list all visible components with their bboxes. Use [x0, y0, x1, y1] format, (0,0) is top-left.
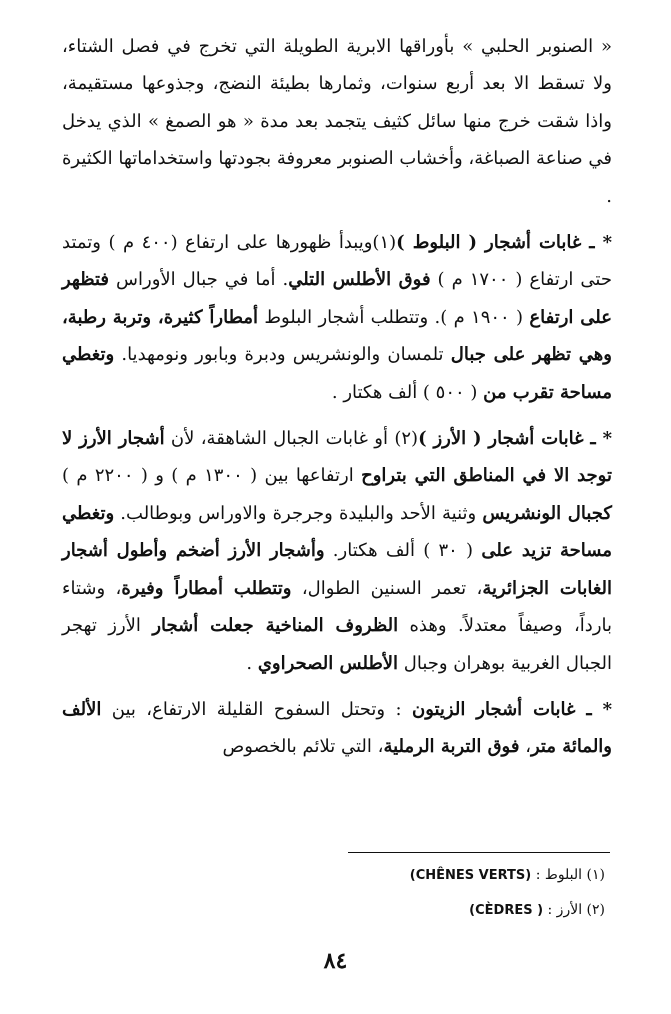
text-run: وثنية الأحد والبليدة وجرجرة والاوراس وبوطالب.	[114, 502, 483, 524]
text-run: « الصنوبر الحلبي » بأوراقها الابرية الطويلة التي تخرج في فصل الشتاء، ولا تسقط الا بعد أربع سنوات، وثمارها بطيئة النضج، وجذوعها مستقيمة، واذا شقت خرج منها سائل كثيف يتجمد بعد مدة « هو الصمغ » الذي يدخل في صناعة الصباغة، وأخشاب الصنوبر معروفة بجودتها واستخداماتها الكثيرة .	[62, 36, 612, 207]
bold-run: وأشجار الأرز أضخم وأطول أشجار الغابات الجزائرية	[62, 540, 613, 599]
bold-run: الظروف المناخية جعلت أشجار	[152, 615, 399, 637]
bold-run: * ـ غابات أشجار ( الأرز )	[418, 428, 612, 450]
text-run: ( ١٩٠٠ م ). وتتطلب أشجار البلوط	[258, 306, 530, 328]
footnote-2-term: الأرز :	[547, 902, 583, 918]
body-text	[62, 28, 612, 766]
bold-run: الألف والمائة متر	[62, 698, 612, 758]
text-run: .	[246, 652, 258, 674]
text-run: ،	[519, 736, 531, 758]
footnote-2	[305, 893, 605, 928]
text-run: ( ٣٠ ) ألف هكتار.	[324, 540, 482, 562]
text-run: ارتفاعها بين ( ١٣٠٠ م ) و ( ٢٢٠٠ م )	[62, 465, 362, 487]
bold-run: فوق الأطلس التلي	[288, 269, 431, 291]
bold-run: وتغطي مساحة تزيد على	[62, 502, 612, 562]
footnote-1-term: البلوط :	[535, 867, 583, 883]
text-run: (٢)	[394, 428, 419, 450]
bold-run: * ـ غابات أشجار ( البلوط )	[396, 232, 613, 254]
footnote-2-marker: (٢)	[586, 902, 605, 918]
paragraph	[62, 28, 612, 215]
text-run: : وتحتل السفوح القليلة الارتفاع، بين	[101, 698, 412, 720]
bold-run: فوق التربة الرملية	[383, 736, 520, 758]
bold-run: وتغطي مساحة تقرب من	[62, 344, 612, 403]
bold-run: كجبال الونشريس	[482, 502, 612, 524]
text-run: ، التي تلائم بالخصوص	[222, 736, 384, 758]
text-run: (١)	[372, 232, 397, 254]
text-run: الأرز تهجر الجبال الغربية بوهران وجبال	[62, 615, 612, 674]
text-run: تلمسان والونشريس ودبرة وبابور ونومهديا.	[114, 344, 451, 366]
footnote-1	[305, 858, 605, 893]
footnotes	[305, 858, 605, 928]
bold-run: * ـ غابات أشجار الزيتون	[411, 698, 612, 720]
bold-run: فتظهر على ارتفاع	[62, 269, 612, 328]
text-run: ، وشتاء بارداً، وصيفاً معتدلاً. وهذه	[62, 577, 613, 637]
text-run: ( ٥٠٠ ) ألف هكتار .	[331, 381, 484, 403]
bold-run: وتتطلب أمطاراً وفيرة	[121, 577, 292, 599]
paragraph	[62, 224, 612, 411]
text-run: أو غابات الجبال الشاهقة، لأن	[164, 428, 395, 450]
bold-run: الأطلس الصحراوي	[257, 652, 399, 674]
page-number: ٨٤	[323, 948, 348, 974]
paragraph	[62, 691, 612, 766]
text-run: . أما في جبال الأوراس	[109, 269, 289, 291]
bold-run: أمطاراً كثيرة، وتربة رطبة، وهي تظهر على جبال	[62, 306, 612, 366]
footnote-1-latin: (CHÊNES VERTS)	[409, 868, 532, 883]
footnote-2-latin: ( CÈDRES)	[469, 903, 544, 918]
text-run: ويبدأ ظهورها على ارتفاع (٤٠٠ م ) وتمتد حتى ارتفاع ( ١٧٠٠ م )	[62, 232, 612, 291]
footnote-1-marker: (١)	[586, 867, 605, 883]
bold-run: أشجار الأرز لا توجد الا في المناطق التي بتراوح	[62, 428, 612, 487]
footnote-separator	[348, 852, 610, 853]
text-run: ، تعمر السنين الطوال،	[291, 577, 483, 599]
paragraph	[62, 420, 612, 682]
